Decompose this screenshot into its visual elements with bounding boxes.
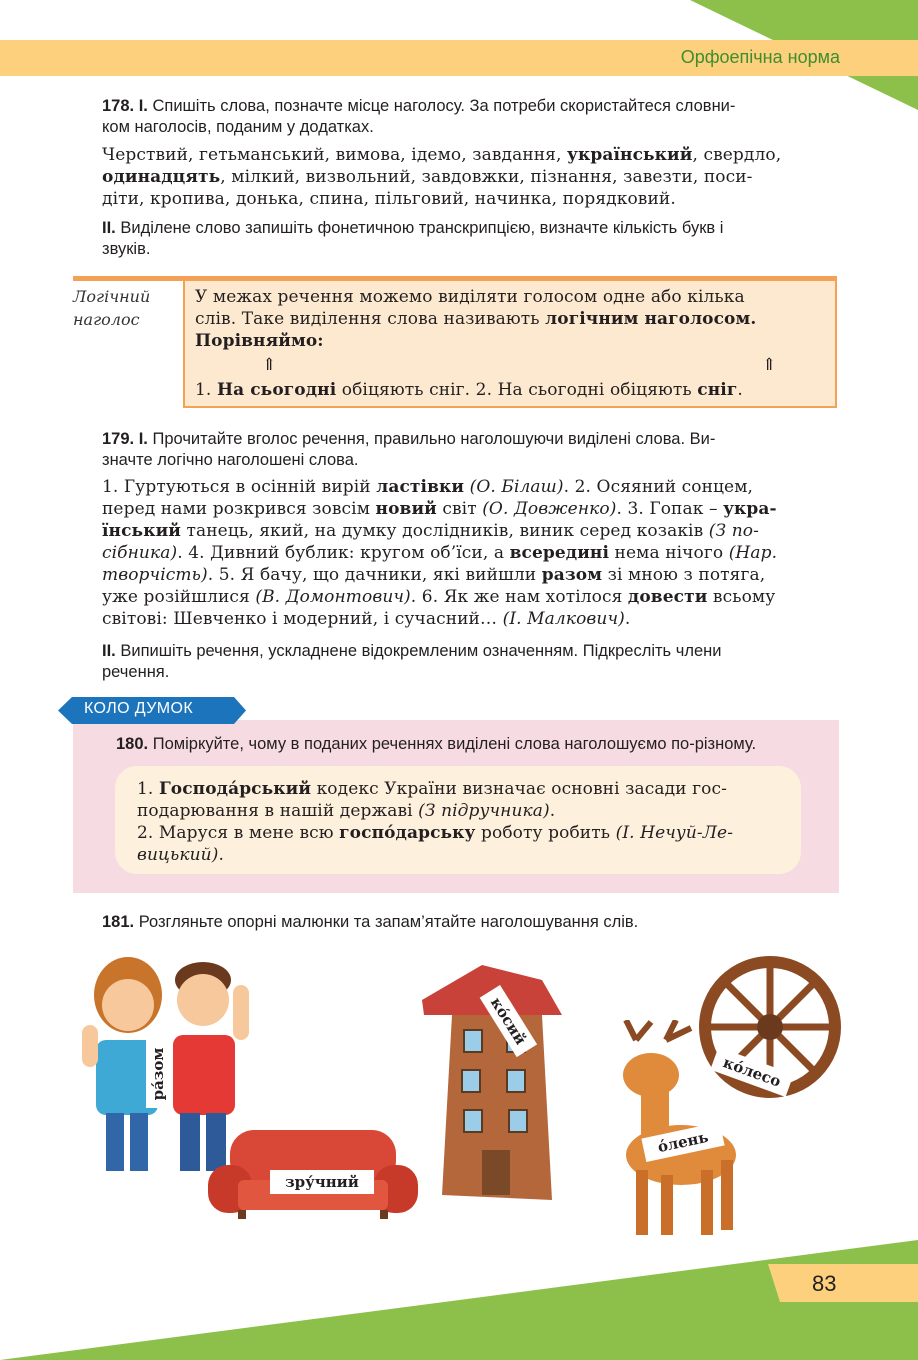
discussion-tab-label: КОЛО ДУМОК — [84, 700, 194, 717]
task-179-part1: 179. І. Прочитайте вголос речення, правильно наголошуючи виділені слова. Ви- значте логічно наголошені слова. — [102, 430, 716, 469]
stress-arrow-left: ⇑ — [262, 355, 277, 375]
task-179-part2: ІІ. Випишіть речення, ускладнене відокремленим означенням. Підкресліть члени речення. — [102, 642, 722, 681]
note-topline — [73, 276, 183, 281]
label-kosyi: ко́сий — [480, 985, 537, 1057]
page-number: 83 — [812, 1271, 837, 1296]
task-178-part2: ІІ. Виділене слово запишіть фонетичною транскрипцією, визначте кількість букв і звуків. — [102, 219, 724, 258]
quote-text: 1. Господа́рський кодекс України визначає основні засади гос- подарювання в нашій державі (З підручника). 2. Маруся в мене всю госпо́дарську роботу робить (І. Нечуй-Ле- вицький). — [137, 779, 734, 865]
section-title: Орфоепічна норма — [680, 47, 840, 67]
label-zruchnyi: зру́чний — [270, 1170, 374, 1194]
task-178-part1: 178. І. Спишіть слова, позначте місце наголосу. За потреби скористайтеся словни- ком наголосів, поданим у додатках. — [102, 97, 736, 136]
footer-decoration — [0, 1240, 918, 1360]
label-razom: ра́зом — [146, 1040, 170, 1108]
task-180: 180. Поміркуйте, чому в поданих реченнях виділені слова наголошуємо по-різному. — [116, 735, 757, 753]
label-koleso: ко́лесо — [710, 1047, 793, 1097]
label-olen: о́лень — [641, 1122, 724, 1162]
note-example: 1. На сьогодні обіцяють сніг. 2. На сьогодні обіцяють сніг. — [195, 380, 743, 400]
task-181: 181. Розгляньте опорні малюнки та запам’ятайте наголошування слів. — [102, 913, 639, 931]
task-179-sentences: 1. Гуртуються в осінній вирій ластівки (О. Білаш). 2. Осяяний сонцем, перед нами розкрився зовсім новий світ (О. Довженко). 3. Гопак – укра- їнський танець, який, на думку дослідників, виник серед козаків (З по- сібника). 4. Дивний бублик: кругом об’їси, а всередині нема нічого (Нар. творчість). 5. Я бачу, що дачники, які вийшли разом зі мною з потяга, уже розійшлися (В. Домонтович). 6. Як же нам хотілося довести всьому світові: Шевченко і модерний, і сучасний… (І. Малкович). — [102, 477, 778, 629]
stress-arrow-right: ⇑ — [762, 355, 777, 375]
task-178-words: Черствий, гетьманський, вимова, ідемо, завдання, український, свердло, одинадцять, мілкий, визвольний, завдовжки, пізнання, завезти, поси- діти, кропива, донька, спина, пільговий, начинка, порядковий. — [102, 145, 782, 209]
note-text: У межах речення можемо виділяти голосом одне або кілька слів. Таке виділення слова називають логічним наголосом. Порівняймо: — [195, 287, 757, 351]
note-label: Логічний наголос — [73, 287, 151, 329]
